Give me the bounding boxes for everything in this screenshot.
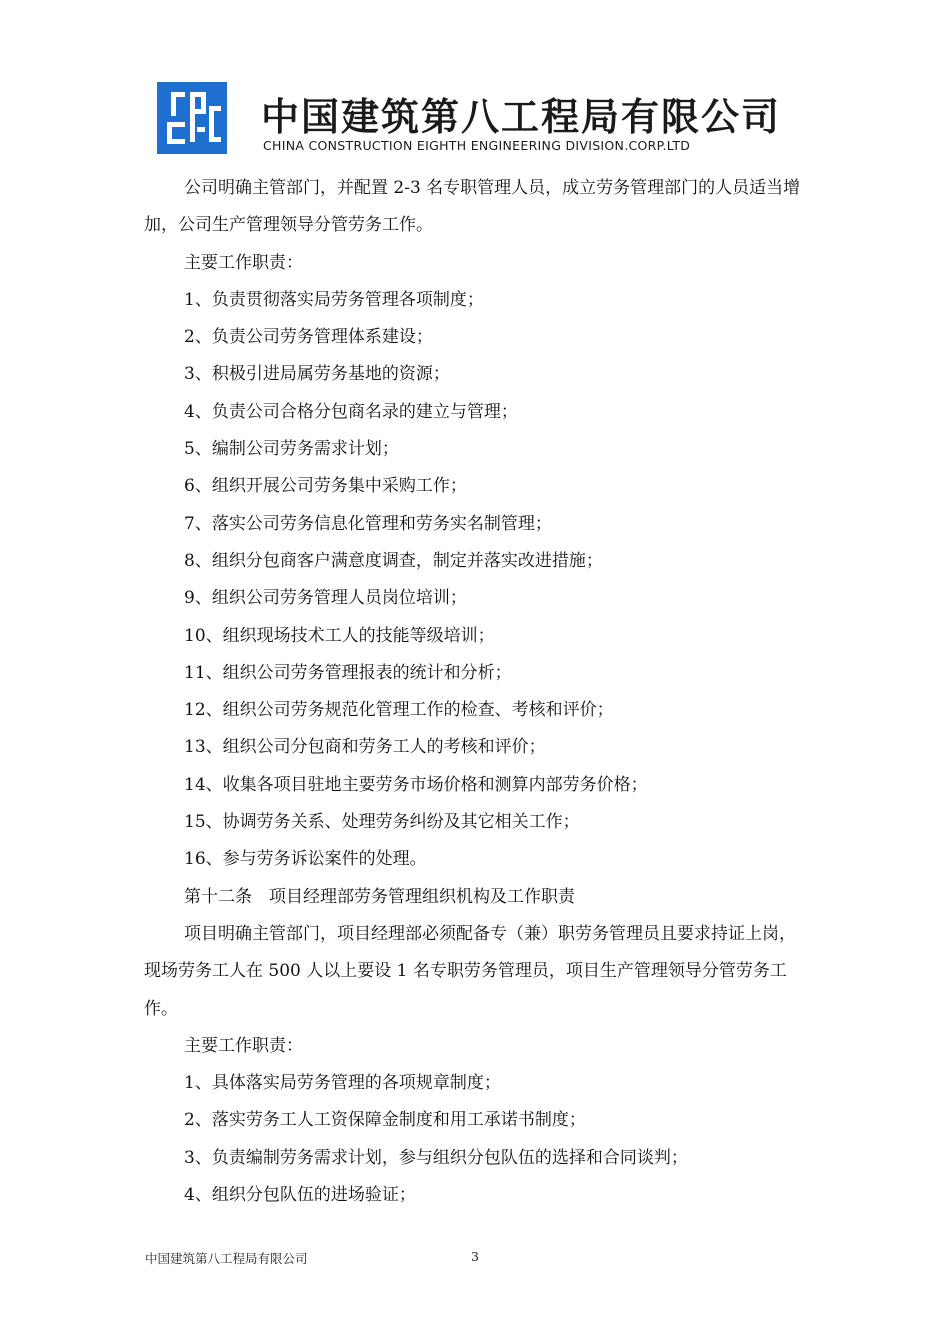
list-item: 9、组织公司劳务管理人员岗位培训； [184, 588, 467, 609]
intro-paragraph: 公司明确主管部门，并配置 2-3 名专职管理人员，成立劳务管理部门的人员适当增加，公司生产管理领导分管劳务工作。 [144, 178, 801, 236]
list-item: 14、收集各项目驻地主要劳务市场价格和测算内部劳务价格； [184, 774, 648, 795]
list-item: 16、参与劳务诉讼案件的处理。 [184, 849, 427, 870]
cscec-logo-icon [157, 82, 227, 154]
list-item: 6、组织开展公司劳务集中采购工作； [184, 476, 467, 497]
list-item: 8、组织分包商客户满意度调查，制定并落实改进措施； [184, 550, 603, 571]
list-item: 7、落实公司劳务信息化管理和劳务实名制管理； [184, 513, 552, 534]
page-number: 3 [471, 1249, 479, 1264]
footer-company: 中国建筑第八工程局有限公司 [145, 1251, 308, 1266]
list-item: 5、编制公司劳务需求计划； [184, 439, 399, 460]
list-item: 2、落实劳务工人工资保障金制度和用工承诺书制度； [184, 1110, 586, 1131]
article-heading: 第十二条 项目经理部劳务管理组织机构及工作职责 [184, 886, 575, 907]
list-item: 11、组织公司劳务管理报表的统计和分析； [184, 662, 512, 683]
list-item: 4、负责公司合格分包商名录的建立与管理； [184, 401, 518, 422]
list-item: 10、组织现场技术工人的技能等级培训； [184, 625, 495, 646]
list-item: 1、负责贯彻落实局劳务管理各项制度； [184, 289, 484, 310]
list-item: 3、积极引进局属劳务基地的资源； [184, 364, 450, 385]
list-item: 12、组织公司劳务规范化管理工作的检查、考核和评价； [184, 700, 614, 721]
list-item: 3、负责编制劳务需求计划，参与组织分包队伍的选择和合同谈判； [184, 1147, 688, 1168]
company-name-cn: 中国建筑第八工程局有限公司 [261, 95, 782, 139]
list-item: 13、组织公司分包商和劳务工人的考核和评价； [184, 737, 546, 758]
list-item: 15、协调劳务关系、处理劳务纠纷及其它相关工作； [184, 812, 580, 833]
letterhead [157, 82, 797, 156]
company-name-en: CHINA CONSTRUCTION EIGHTH ENGINEERING DIVISION.CORP.LTD [263, 138, 691, 153]
list-item: 4、组织分包队伍的进场验证； [184, 1185, 416, 1206]
document-body [144, 170, 810, 1214]
list-item: 1、具体落实局劳务管理的各项规章制度； [184, 1073, 501, 1094]
company-duties-list [144, 282, 810, 879]
duties-heading: 主要工作职责： [184, 252, 303, 273]
project-intro-paragraph: 项目明确主管部门，项目经理部必须配备专（兼）职劳务管理员且要求持证上岗，现场劳务工人在 500 人以上要设 1 名专职劳务管理员，项目生产管理领导分管劳务工作。 [144, 923, 796, 1019]
list-item: 2、负责公司劳务管理体系建设； [184, 327, 433, 348]
project-duties-list [144, 1065, 810, 1214]
duties-heading: 主要工作职责： [184, 1035, 303, 1056]
